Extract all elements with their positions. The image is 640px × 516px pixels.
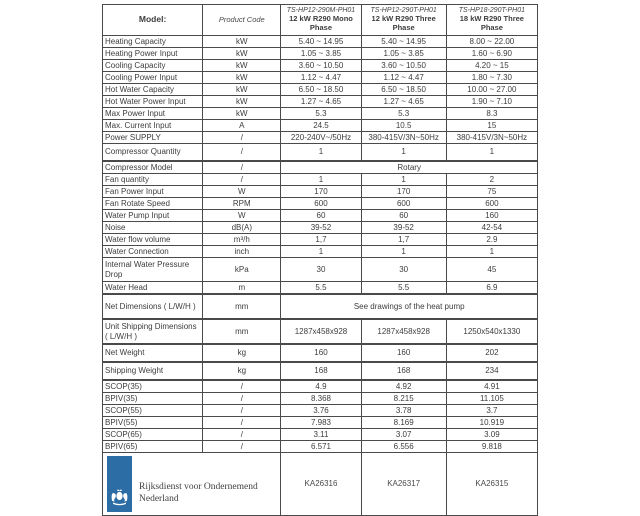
- spec-row: [103, 393, 538, 405]
- row-value-2: 3.60 ~ 10.50: [361, 60, 446, 72]
- row-label: Heating Capacity: [103, 36, 203, 48]
- row-label: Cooling Power Input: [103, 72, 203, 84]
- row-value-1: 6.571: [281, 441, 361, 453]
- row-value-2: 1.05 ~ 3.85: [361, 48, 446, 60]
- product-code-3: TS-HP18-290T-PH01: [458, 7, 526, 15]
- spec-row: [103, 222, 538, 234]
- row-value-3: 8.00 ~ 22.00: [446, 36, 537, 48]
- spec-row: [103, 161, 538, 174]
- row-value-3: 380-415V/3N~50Hz: [446, 132, 537, 144]
- row-label: Fan quantity: [103, 174, 203, 186]
- model-header: Model:: [103, 5, 203, 36]
- row-value-2: 5.40 ~ 14.95: [361, 36, 446, 48]
- row-label: SCOP(35): [103, 380, 203, 393]
- row-value-3: 11.105: [446, 393, 537, 405]
- row-value-3: 10.919: [446, 417, 537, 429]
- row-label: Cooling Capacity: [103, 60, 203, 72]
- row-unit: kW: [203, 96, 281, 108]
- row-value-1: 4.9: [281, 380, 361, 393]
- row-unit: mm: [203, 294, 281, 319]
- row-label: Max. Current Input: [103, 120, 203, 132]
- row-unit: /: [203, 174, 281, 186]
- row-label: Water flow volume: [103, 234, 203, 246]
- row-value-1: 1287x458x928: [281, 319, 361, 344]
- row-value-3: 6.9: [446, 282, 537, 295]
- row-value-1: 170: [281, 186, 361, 198]
- row-value-2: 30: [361, 258, 446, 282]
- spec-row: [103, 120, 538, 132]
- spec-row: [103, 441, 538, 453]
- row-value-3: 160: [446, 210, 537, 222]
- row-value-1: 1.27 ~ 4.65: [281, 96, 361, 108]
- row-label: BPIV(35): [103, 393, 203, 405]
- row-value-2: 1: [361, 144, 446, 162]
- row-label: Noise: [103, 222, 203, 234]
- spec-row: [103, 108, 538, 120]
- product-code-1: TS-HP12-290M-PH01: [286, 7, 356, 15]
- dutch-coat-of-arms-icon: [110, 488, 129, 506]
- row-value-2: 1287x458x928: [361, 319, 446, 344]
- row-label: Compressor Model: [103, 161, 203, 174]
- row-value-2: 170: [361, 186, 446, 198]
- row-value-1: 1.12 ~ 4.47: [281, 72, 361, 84]
- row-unit: kW: [203, 108, 281, 120]
- row-unit: m³/h: [203, 234, 281, 246]
- row-value-1: 5.40 ~ 14.95: [281, 36, 361, 48]
- row-value-2: 1.12 ~ 4.47: [361, 72, 446, 84]
- row-value-3: 9.818: [446, 441, 537, 453]
- spec-row: [103, 132, 538, 144]
- spec-row: [103, 258, 538, 282]
- spec-row: [103, 362, 538, 380]
- row-value-1: 3.60 ~ 10.50: [281, 60, 361, 72]
- row-value-2: 160: [361, 344, 446, 362]
- product-header-2: [361, 5, 446, 36]
- spec-row: [103, 96, 538, 108]
- spec-row: [103, 405, 538, 417]
- spec-row: [103, 72, 538, 84]
- row-label: Hot Water Capacity: [103, 84, 203, 96]
- row-value-3: 1.80 ~ 7.30: [446, 72, 537, 84]
- meldcode-product-3: KA26315: [446, 453, 537, 516]
- row-value-1: 39-52: [281, 222, 361, 234]
- row-value-2: 168: [361, 362, 446, 380]
- spec-row: [103, 380, 538, 393]
- rvo-logo-cell: [103, 453, 281, 516]
- row-value-1: 1,7: [281, 234, 361, 246]
- row-value-2: 10.5: [361, 120, 446, 132]
- row-label: Internal Water Pressure Drop: [103, 258, 203, 282]
- row-value-3: 2: [446, 174, 537, 186]
- spec-row: [103, 246, 538, 258]
- row-value-2: 5.3: [361, 108, 446, 120]
- spec-row: [103, 234, 538, 246]
- spec-row: [103, 144, 538, 162]
- rvo-org-line2: Nederland: [139, 494, 179, 505]
- row-unit: /: [203, 393, 281, 405]
- spec-row: [103, 186, 538, 198]
- row-merged-value: See drawings of the heat pump: [281, 294, 538, 319]
- row-unit: /: [203, 429, 281, 441]
- row-value-3: 1.60 ~ 6.90: [446, 48, 537, 60]
- row-value-2: 6.556: [361, 441, 446, 453]
- row-label: Net Weight: [103, 344, 203, 362]
- product-header-3: [446, 5, 537, 36]
- spec-row: [103, 60, 538, 72]
- row-value-3: 202: [446, 344, 537, 362]
- spec-row: [103, 319, 538, 344]
- row-value-1: 5.3: [281, 108, 361, 120]
- row-label: Unit Shipping Dimensions ( L/W/H ): [103, 319, 203, 344]
- row-unit: RPM: [203, 198, 281, 210]
- meldcode-product-2: KA26317: [361, 453, 446, 516]
- product-header-1: [281, 5, 361, 36]
- row-value-1: 30: [281, 258, 361, 282]
- row-value-2: 5.5: [361, 282, 446, 295]
- row-value-1: 160: [281, 344, 361, 362]
- row-unit: mm: [203, 319, 281, 344]
- spec-row: [103, 210, 538, 222]
- spec-row: [103, 344, 538, 362]
- row-unit: inch: [203, 246, 281, 258]
- row-value-3: 600: [446, 198, 537, 210]
- row-value-3: 1250x540x1330: [446, 319, 537, 344]
- meldcode-product-1: KA26316: [281, 453, 361, 516]
- row-label: SCOP(65): [103, 429, 203, 441]
- rvo-ribbon: [107, 456, 132, 512]
- row-value-3: 234: [446, 362, 537, 380]
- row-unit: /: [203, 441, 281, 453]
- row-unit: kW: [203, 48, 281, 60]
- spec-row: [103, 174, 538, 186]
- row-value-3: 45: [446, 258, 537, 282]
- row-value-1: 8.368: [281, 393, 361, 405]
- row-label: Water Connection: [103, 246, 203, 258]
- row-value-2: 3.78: [361, 405, 446, 417]
- row-label: Heating Power Input: [103, 48, 203, 60]
- row-value-1: 1: [281, 246, 361, 258]
- spec-row: [103, 84, 538, 96]
- row-unit: m: [203, 282, 281, 295]
- row-value-3: 1: [446, 246, 537, 258]
- row-unit: /: [203, 380, 281, 393]
- row-value-1: 6.50 ~ 18.50: [281, 84, 361, 96]
- product-name-2: 12 kW R290 Three Phase: [371, 14, 436, 33]
- row-value-1: 220-240V~/50Hz: [281, 132, 361, 144]
- rvo-org-name: [132, 482, 258, 512]
- row-label: Max Power Input: [103, 108, 203, 120]
- row-value-1: 7.983: [281, 417, 361, 429]
- spec-row: [103, 429, 538, 441]
- row-value-3: 1.90 ~ 7.10: [446, 96, 537, 108]
- row-value-2: 3.07: [361, 429, 446, 441]
- row-value-3: 8.3: [446, 108, 537, 120]
- rvo-logo: [107, 456, 278, 512]
- spec-row: [103, 36, 538, 48]
- row-value-1: 60: [281, 210, 361, 222]
- row-unit: kW: [203, 60, 281, 72]
- row-label: Water Pump Input: [103, 210, 203, 222]
- product-name-3: 18 kW R290 Three Phase: [459, 14, 524, 33]
- row-value-2: 4.92: [361, 380, 446, 393]
- row-value-1: 1.05 ~ 3.85: [281, 48, 361, 60]
- row-value-3: 4.20 ~ 15: [446, 60, 537, 72]
- product-name-1: 12 kW R290 Mono Phase: [289, 14, 353, 33]
- spec-row: [103, 282, 538, 295]
- row-value-2: 1.27 ~ 4.65: [361, 96, 446, 108]
- spec-row: [103, 294, 538, 319]
- row-label: Hot Water Power Input: [103, 96, 203, 108]
- row-label: BPIV(55): [103, 417, 203, 429]
- row-value-3: 75: [446, 186, 537, 198]
- row-merged-value: Rotary: [281, 161, 538, 174]
- row-value-1: 3.11: [281, 429, 361, 441]
- row-value-2: 600: [361, 198, 446, 210]
- row-value-1: 1: [281, 144, 361, 162]
- row-label: Power SUPPLY: [103, 132, 203, 144]
- row-unit: kW: [203, 84, 281, 96]
- row-value-2: 8.169: [361, 417, 446, 429]
- spec-row: [103, 48, 538, 60]
- row-label: Water Head: [103, 282, 203, 295]
- footer-row: [103, 453, 538, 516]
- row-label: Shipping Weight: [103, 362, 203, 380]
- row-value-2: 8.215: [361, 393, 446, 405]
- row-unit: kg: [203, 344, 281, 362]
- row-value-3: 1: [446, 144, 537, 162]
- row-unit: kW: [203, 36, 281, 48]
- row-unit: /: [203, 417, 281, 429]
- row-unit: /: [203, 144, 281, 162]
- row-value-3: 3.7: [446, 405, 537, 417]
- row-value-1: 168: [281, 362, 361, 380]
- row-label: Fan Rotate Speed: [103, 198, 203, 210]
- row-value-3: 15: [446, 120, 537, 132]
- row-value-1: 600: [281, 198, 361, 210]
- product-code-2: TS-HP12-290T-PH01: [370, 7, 437, 15]
- row-unit: /: [203, 161, 281, 174]
- row-unit: dB(A): [203, 222, 281, 234]
- row-unit: W: [203, 210, 281, 222]
- row-unit: A: [203, 120, 281, 132]
- rvo-org-line1: Rijksdienst voor Ondernemend: [139, 482, 258, 493]
- row-unit: W: [203, 186, 281, 198]
- row-label: SCOP(55): [103, 405, 203, 417]
- row-value-2: 1: [361, 174, 446, 186]
- row-value-2: 6.50 ~ 18.50: [361, 84, 446, 96]
- row-value-1: 24.5: [281, 120, 361, 132]
- heat-pump-spec-table: [102, 4, 538, 516]
- row-label: BPIV(65): [103, 441, 203, 453]
- spec-row: [103, 198, 538, 210]
- row-unit: /: [203, 132, 281, 144]
- row-value-2: 380-415V/3N~50Hz: [361, 132, 446, 144]
- row-value-3: 2.9: [446, 234, 537, 246]
- row-value-1: 5.5: [281, 282, 361, 295]
- row-value-3: 42-54: [446, 222, 537, 234]
- row-value-3: 10.00 ~ 27.00: [446, 84, 537, 96]
- row-value-2: 39-52: [361, 222, 446, 234]
- product-code-header: Product Code: [203, 5, 281, 36]
- row-unit: kPa: [203, 258, 281, 282]
- row-value-2: 1: [361, 246, 446, 258]
- row-unit: kg: [203, 362, 281, 380]
- row-value-1: 3.76: [281, 405, 361, 417]
- row-unit: /: [203, 405, 281, 417]
- spec-row: [103, 417, 538, 429]
- row-value-2: 60: [361, 210, 446, 222]
- row-value-3: 4.91: [446, 380, 537, 393]
- row-label: Fan Power Input: [103, 186, 203, 198]
- row-label: Net Dimensions ( L/W/H ): [103, 294, 203, 319]
- row-value-2: 1,7: [361, 234, 446, 246]
- header-row: [103, 5, 538, 36]
- row-value-1: 1: [281, 174, 361, 186]
- row-unit: kW: [203, 72, 281, 84]
- row-value-3: 3.09: [446, 429, 537, 441]
- row-label: Compressor Quantity: [103, 144, 203, 162]
